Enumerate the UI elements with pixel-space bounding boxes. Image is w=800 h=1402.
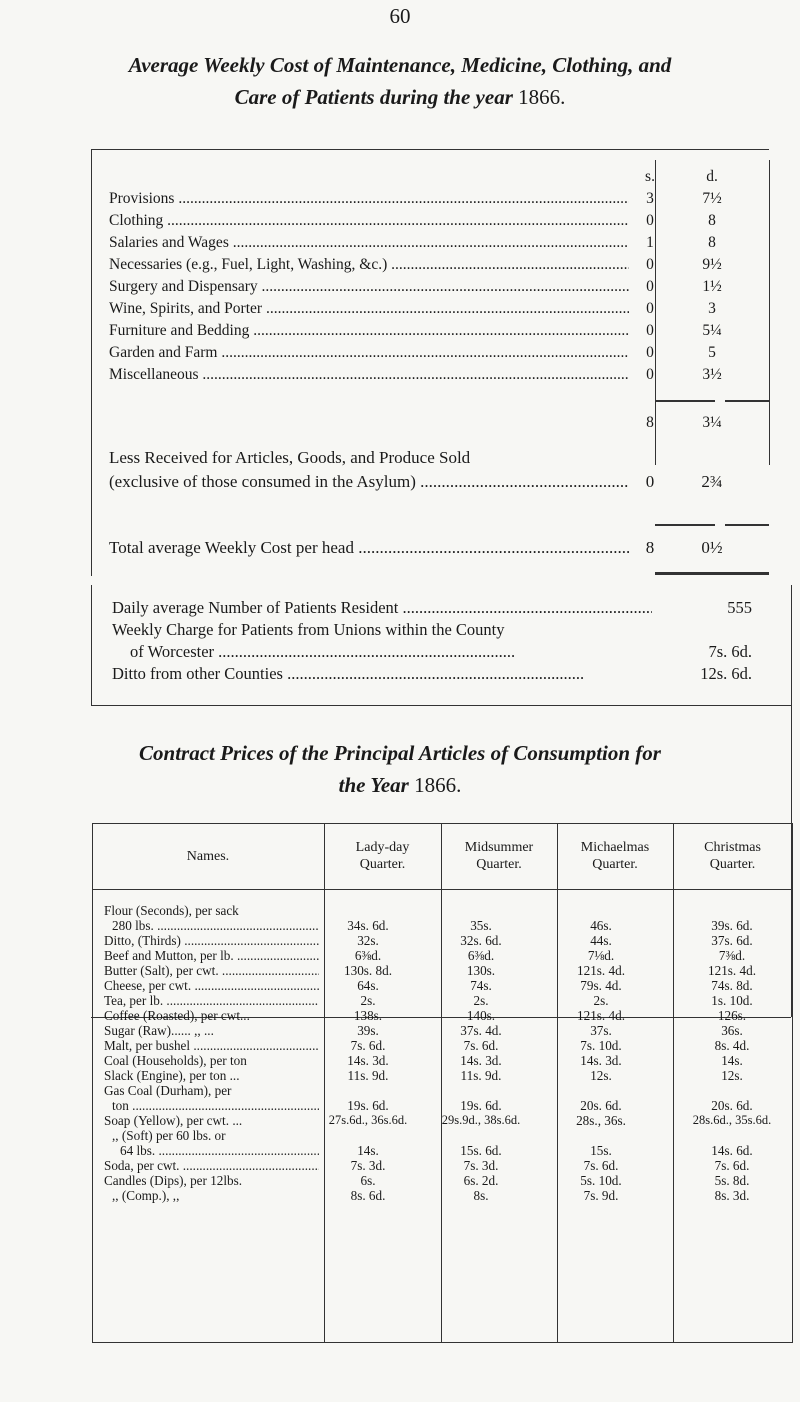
price-christmas: 12s. — [721, 1068, 743, 1083]
price-christmas: 7⅜d. — [718, 948, 746, 963]
article-name: Slack (Engine), per ton ... — [104, 1068, 240, 1083]
price-michaelmas: 37s. — [590, 1023, 612, 1038]
article-name: ,, (Comp.), ,, — [112, 1188, 180, 1203]
price-lady-day: 138s. — [353, 1008, 383, 1023]
price-lady-day: 7s. 3d. — [350, 1158, 386, 1173]
article-name: Malt, per bushel ..... — [104, 1038, 319, 1053]
price-midsummer: 7s. 6d. — [463, 1038, 499, 1053]
price-michaelmas: 79s. 4d. — [580, 978, 622, 993]
price-michaelmas: 5s. 10d. — [580, 1173, 622, 1188]
less-rule-d — [725, 524, 769, 526]
article-name: Beef and Mutton, per lb. ..... — [104, 948, 319, 963]
article-name: Coffee (Roasted), per cwt... — [104, 1008, 250, 1023]
price-michaelmas: 44s. — [590, 933, 612, 948]
price-christmas: 121s. 4d. — [708, 963, 756, 978]
price-lady-day: 7s. 6d. — [350, 1038, 386, 1053]
price-lady-day: 39s. — [357, 1023, 379, 1038]
price-midsummer: 6s. 2d. — [463, 1173, 499, 1188]
col-header-christmas: Christmas Quarter. — [704, 840, 761, 872]
price-michaelmas: 28s., 36s. — [576, 1113, 626, 1128]
ditto-value: 12s. 6d. — [700, 664, 752, 683]
cost-item-pence: 9½ — [702, 256, 722, 273]
col-pence-header: d. — [706, 168, 718, 185]
cost-item-shillings: 0 — [646, 366, 654, 383]
article-name: Coal (Households), per ton — [104, 1053, 247, 1068]
price-michaelmas: 46s. — [590, 918, 612, 933]
cost-item-label: Wine, Spirits, and Porter ..... — [109, 298, 629, 320]
contract-title-text: the Year — [338, 773, 409, 797]
ditto-label: Ditto from other Counties ..... — [112, 663, 652, 685]
less-received-label-line1: Less Received for Articles, Goods, and Produce Sold — [109, 448, 471, 467]
table-left-rule — [92, 823, 93, 1343]
cost-item-pence: 3½ — [702, 366, 722, 383]
price-midsummer: 29s.9d., 38s.6d. — [441, 1113, 521, 1127]
article-name: Soap (Yellow), per cwt. ... — [104, 1113, 243, 1128]
price-christmas: 74s. 8d. — [711, 978, 753, 993]
price-christmas: 126s. — [717, 1008, 747, 1023]
cost-item-label: Miscellaneous ..... — [109, 364, 629, 386]
cost-item-pence: 8 — [708, 212, 716, 229]
weekly-cost-title-year: 1866. — [518, 85, 566, 109]
cost-item-shillings: 0 — [646, 278, 654, 295]
price-michaelmas: 2s. — [593, 993, 609, 1008]
price-christmas: 8s. 3d. — [714, 1188, 750, 1203]
page-number: 60 — [389, 4, 411, 28]
cost-item-pence: 5¼ — [702, 322, 722, 339]
price-christmas: 8s. 4d. — [714, 1038, 750, 1053]
cost-item-label: Surgery and Dispensary ..... — [109, 276, 629, 298]
article-name: Tea, per lb. ..... — [104, 993, 319, 1008]
price-christmas: 37s. 6d. — [711, 933, 753, 948]
col-header-names: Names. — [186, 848, 230, 864]
price-christmas: 7s. 6d. — [714, 1158, 750, 1173]
weekly-cost-title-line2 — [0, 82, 800, 112]
price-michaelmas: 121s. 4d. — [577, 1008, 625, 1023]
table-col-rule-2 — [441, 823, 442, 1343]
cost-item-label: Salaries and Wages ..... — [109, 232, 629, 254]
price-midsummer: 6⅜d. — [467, 948, 495, 963]
article-name-line1: ,, (Soft) per 60 lbs. or — [112, 1128, 226, 1143]
block-left-rule — [91, 585, 92, 705]
article-name: Sugar (Raw)...... ,, ... — [104, 1023, 214, 1038]
price-lady-day: 27s.6d., 36s.6d. — [328, 1113, 408, 1127]
cost-row-miscellaneous — [109, 364, 799, 386]
article-name: 64 lbs. ..... — [120, 1143, 319, 1158]
col-header-midsummer: Midsummer Quarter. — [464, 840, 534, 872]
cost-item-pence: 3 — [708, 300, 716, 317]
price-midsummer: 74s. — [470, 978, 492, 993]
subtotal-pence: 3¼ — [702, 414, 722, 431]
cost-row-garden — [109, 342, 799, 364]
price-midsummer: 130s. — [466, 963, 496, 978]
price-christmas: 20s. 6d. — [711, 1098, 753, 1113]
cost-item-shillings: 0 — [646, 256, 654, 273]
cost-header-row — [109, 166, 799, 188]
frame-left-rule — [91, 149, 92, 576]
price-midsummer: 7s. 3d. — [463, 1158, 499, 1173]
block-bottom-rule — [91, 705, 791, 706]
article-name: ton ..... — [112, 1098, 319, 1113]
price-midsummer: 32s. 6d. — [460, 933, 502, 948]
price-michaelmas: 7⅛d. — [587, 948, 615, 963]
cost-row-wine — [109, 298, 799, 320]
price-michaelmas: 7s. 10d. — [580, 1038, 622, 1053]
weekly-cost-title-line1: Average Weekly Cost of Maintenance, Medicine, Clothing, and — [128, 53, 672, 77]
price-midsummer: 19s. 6d. — [460, 1098, 502, 1113]
cost-item-shillings: 0 — [646, 212, 654, 229]
price-lady-day: 14s. 3d. — [347, 1053, 389, 1068]
price-midsummer: 35s. — [470, 918, 492, 933]
col-header-lady-day: Lady-day Quarter. — [355, 840, 410, 872]
cost-row-provisions — [109, 188, 799, 210]
cost-item-shillings: 1 — [646, 234, 654, 251]
total-pence: 0½ — [701, 538, 723, 557]
less-received-label-line2: (exclusive of those consumed in the Asylum) ..... — [109, 470, 629, 493]
price-midsummer: 37s. 4d. — [460, 1023, 502, 1038]
price-lady-day: 130s. 8d. — [344, 963, 392, 978]
price-christmas: 14s. — [721, 1053, 743, 1068]
weekly-charge-label-line1: Weekly Charge for Patients from Unions within the County — [112, 620, 505, 639]
price-midsummer: 14s. 3d. — [460, 1053, 502, 1068]
price-lady-day: 8s. 6d. — [350, 1188, 386, 1203]
price-lady-day: 64s. — [357, 978, 379, 993]
cost-item-shillings: 0 — [646, 300, 654, 317]
price-michaelmas: 15s. — [590, 1143, 612, 1158]
price-lady-day: 14s. — [357, 1143, 379, 1158]
article-name: Ditto, (Thirds) ..... — [104, 933, 319, 948]
price-lady-day: 2s. — [360, 993, 376, 1008]
article-name: Candles (Dips), per 12lbs. — [104, 1173, 243, 1188]
cost-row-furniture — [109, 320, 799, 342]
table-right-rule — [792, 823, 793, 1343]
col-header-michaelmas: Michaelmas Quarter. — [580, 840, 650, 872]
less-pence: 2¾ — [701, 472, 723, 491]
cost-row-necessaries — [109, 254, 799, 276]
price-michaelmas: 7s. 9d. — [583, 1188, 619, 1203]
contract-title-line2 — [0, 770, 800, 800]
less-rule-s — [655, 524, 715, 526]
price-christmas: 28s.6d., 35s.6d. — [692, 1113, 772, 1127]
contract-title-year: 1866. — [414, 773, 462, 797]
price-midsummer: 15s. 6d. — [460, 1143, 502, 1158]
price-michaelmas: 14s. 3d. — [580, 1053, 622, 1068]
price-christmas: 1s. 10d. — [711, 993, 753, 1008]
article-name-line1: Flour (Seconds), per sack — [104, 903, 239, 918]
cost-item-label: Furniture and Bedding ..... — [109, 320, 629, 342]
table-bottom-rule — [92, 1342, 792, 1343]
cost-row-salaries — [109, 232, 799, 254]
subtotal-rule-d — [725, 400, 769, 402]
table-header-rule — [92, 889, 792, 890]
subtotal-shillings: 8 — [646, 414, 654, 431]
price-michaelmas: 12s. — [590, 1068, 612, 1083]
cost-item-pence: 8 — [708, 234, 716, 251]
price-midsummer: 140s. — [466, 1008, 496, 1023]
total-shillings: 8 — [645, 538, 655, 557]
table-col-rule-4 — [673, 823, 674, 1343]
price-midsummer: 11s. 9d. — [460, 1068, 502, 1083]
cost-item-label: Clothing ..... — [109, 210, 629, 232]
cost-item-label: Provisions ..... — [109, 188, 629, 210]
cost-item-pence: 5 — [708, 344, 716, 361]
price-michaelmas: 7s. 6d. — [583, 1158, 619, 1173]
cost-row-clothing — [109, 210, 799, 232]
price-lady-day: 19s. 6d. — [347, 1098, 389, 1113]
less-shillings: 0 — [645, 472, 655, 491]
cost-item-shillings: 3 — [646, 190, 654, 207]
article-name-line1: Gas Coal (Durham), per — [104, 1083, 232, 1098]
daily-average-value: 555 — [727, 598, 752, 617]
cost-item-shillings: 0 — [646, 344, 654, 361]
subtotal-rule-s — [655, 400, 715, 402]
price-lady-day: 34s. 6d. — [347, 918, 389, 933]
cost-item-pence: 1½ — [702, 278, 722, 295]
cost-item-label: Garden and Farm ..... — [109, 342, 629, 364]
price-christmas: 36s. — [721, 1023, 743, 1038]
price-christmas: 14s. 6d. — [711, 1143, 753, 1158]
price-midsummer: 2s. — [473, 993, 489, 1008]
price-midsummer: 8s. — [473, 1188, 489, 1203]
contract-title-line1: Contract Prices of the Principal Articles of Consumption for — [139, 741, 661, 765]
cost-item-pence: 7½ — [702, 190, 722, 207]
cost-item-shillings: 0 — [646, 322, 654, 339]
total-label: Total average Weekly Cost per head ..... — [109, 536, 629, 559]
weekly-charge-value: 7s. 6d. — [708, 642, 752, 661]
price-michaelmas: 121s. 4d. — [577, 963, 625, 978]
col-shillings-header: s. — [645, 168, 655, 185]
daily-average-label: Daily average Number of Patients Resident ..... — [112, 597, 652, 619]
article-name: Cheese, per cwt. ..... — [104, 978, 319, 993]
price-lady-day: 6s. — [360, 1173, 376, 1188]
article-name: Butter (Salt), per cwt. ..... — [104, 963, 319, 978]
article-name: Soda, per cwt. ..... — [104, 1158, 319, 1173]
price-lady-day: 11s. 9d. — [347, 1068, 389, 1083]
weekly-cost-title-text: Care of Patients during the year — [234, 85, 513, 109]
article-name: 280 lbs. ..... — [112, 918, 319, 933]
frame-top-rule — [91, 149, 769, 150]
table-col-rule-3 — [557, 823, 558, 1343]
price-michaelmas: 20s. 6d. — [580, 1098, 622, 1113]
price-lady-day: 6⅜d. — [354, 948, 382, 963]
price-christmas: 39s. 6d. — [711, 918, 753, 933]
weekly-charge-label-line2: of Worcester ..... — [130, 641, 652, 663]
price-christmas: 5s. 8d. — [714, 1173, 750, 1188]
price-lady-day: 32s. — [357, 933, 379, 948]
cost-item-label: Necessaries (e.g., Fuel, Light, Washing, &c.) ..... — [109, 254, 629, 276]
total-double-rule — [655, 572, 769, 575]
cost-row-surgery — [109, 276, 799, 298]
